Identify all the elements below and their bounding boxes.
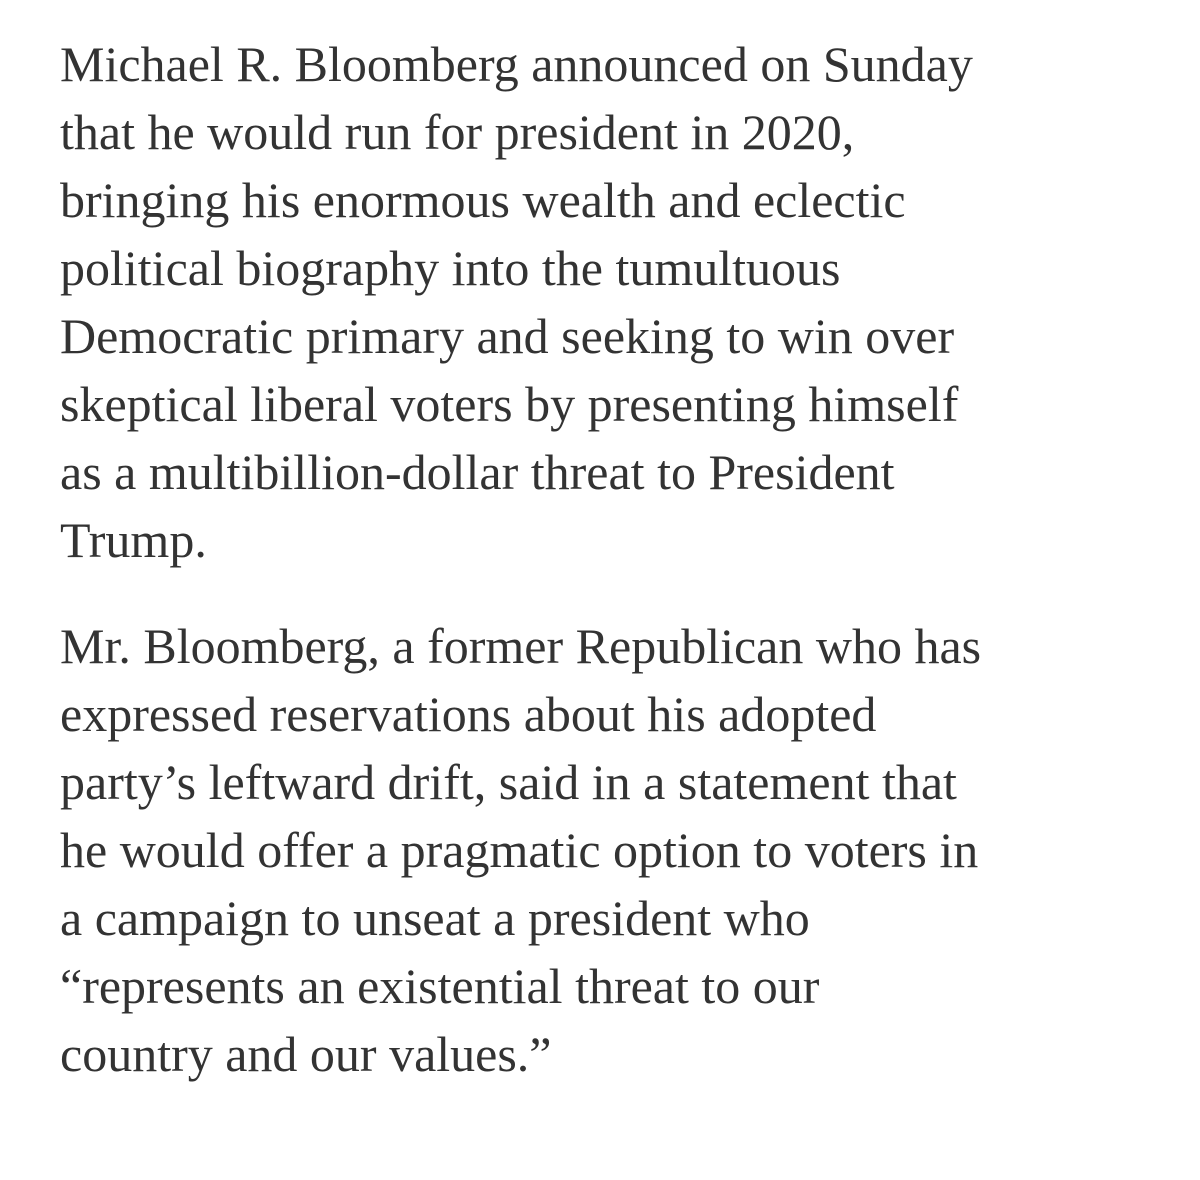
paragraph-line: Democratic primary and seeking to win over [60, 308, 955, 364]
paragraph-line: Mr. Bloomberg, a former Republican who has [60, 618, 982, 674]
paragraph-line: as a multibillion-dollar threat to President [60, 444, 895, 500]
paragraph-line: political biography into the tumultuous [60, 240, 841, 296]
paragraph-line: bringing his enormous wealth and eclectic [60, 172, 906, 228]
paragraph-line: that he would run for president in 2020, [60, 104, 855, 160]
paragraph-line: he would offer a pragmatic option to voters in [60, 822, 979, 878]
paragraph-line: Trump. [60, 512, 207, 568]
paragraph-line: a campaign to unseat a president who [60, 890, 810, 946]
paragraph-line: country and our values.” [60, 1026, 552, 1082]
article-body [60, 30, 1170, 1088]
paragraph-line: skeptical liberal voters by presenting himself [60, 376, 959, 432]
paragraph-line: party’s leftward drift, said in a statement that [60, 754, 957, 810]
article-paragraph-1 [60, 30, 1170, 574]
article-paragraph-2 [60, 612, 1170, 1088]
paragraph-line: “represents an existential threat to our [60, 958, 820, 1014]
paragraph-line: Michael R. Bloomberg announced on Sunday [60, 36, 973, 92]
paragraph-line: expressed reservations about his adopted [60, 686, 877, 742]
